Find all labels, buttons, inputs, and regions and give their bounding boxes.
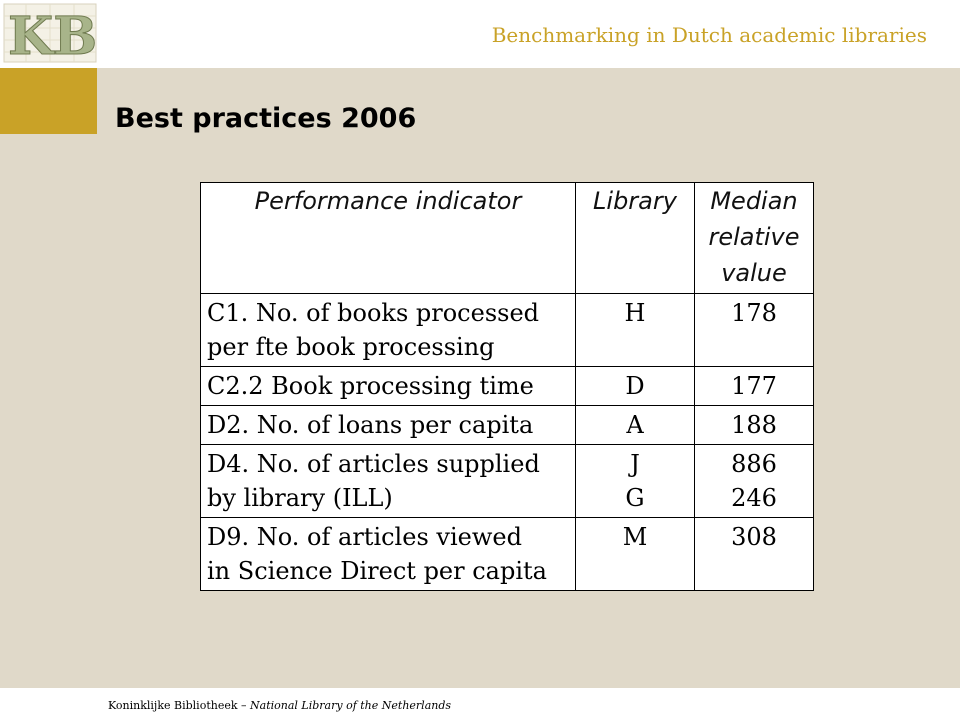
library-cell: J G <box>576 445 695 518</box>
footer-separator: – <box>237 699 251 712</box>
accent-block <box>0 68 97 134</box>
table-row <box>201 367 814 406</box>
presentation-title: Benchmarking in Dutch academic libraries <box>491 23 927 47</box>
footer-org: Koninklijke Bibliotheek <box>108 699 238 712</box>
logo-text: KB <box>8 6 98 66</box>
header-performance-indicator: Performance indicator <box>201 183 576 294</box>
value-cell: 886 246 <box>695 445 814 518</box>
best-practices-table <box>200 182 814 591</box>
indicator-cell: C2.2 Book processing time <box>201 367 576 406</box>
table-row <box>201 294 814 367</box>
header-median-relative-value: Median relative value <box>695 183 814 294</box>
table-row <box>201 518 814 591</box>
kb-logo <box>0 0 100 66</box>
library-cell: A <box>576 406 695 445</box>
indicator-cell: D9. No. of articles viewed in Science Direct per capita <box>201 518 576 591</box>
footer-org-english: National Library of the Netherlands <box>250 699 452 712</box>
library-cell: D <box>576 367 695 406</box>
library-cell: H <box>576 294 695 367</box>
library-cell: M <box>576 518 695 591</box>
table-row <box>201 445 814 518</box>
value-cell: 308 <box>695 518 814 591</box>
header-library: Library <box>576 183 695 294</box>
value-cell: 177 <box>695 367 814 406</box>
header-bar <box>0 0 960 68</box>
table-row <box>201 406 814 445</box>
indicator-cell: D2. No. of loans per capita <box>201 406 576 445</box>
slide-title: Best practices 2006 <box>115 103 417 134</box>
indicator-cell: D4. No. of articles supplied by library (ILL) <box>201 445 576 518</box>
table-header-row <box>201 183 814 294</box>
footer-credit <box>108 699 451 712</box>
value-cell: 188 <box>695 406 814 445</box>
value-cell: 178 <box>695 294 814 367</box>
indicator-cell: C1. No. of books processed per fte book processing <box>201 294 576 367</box>
